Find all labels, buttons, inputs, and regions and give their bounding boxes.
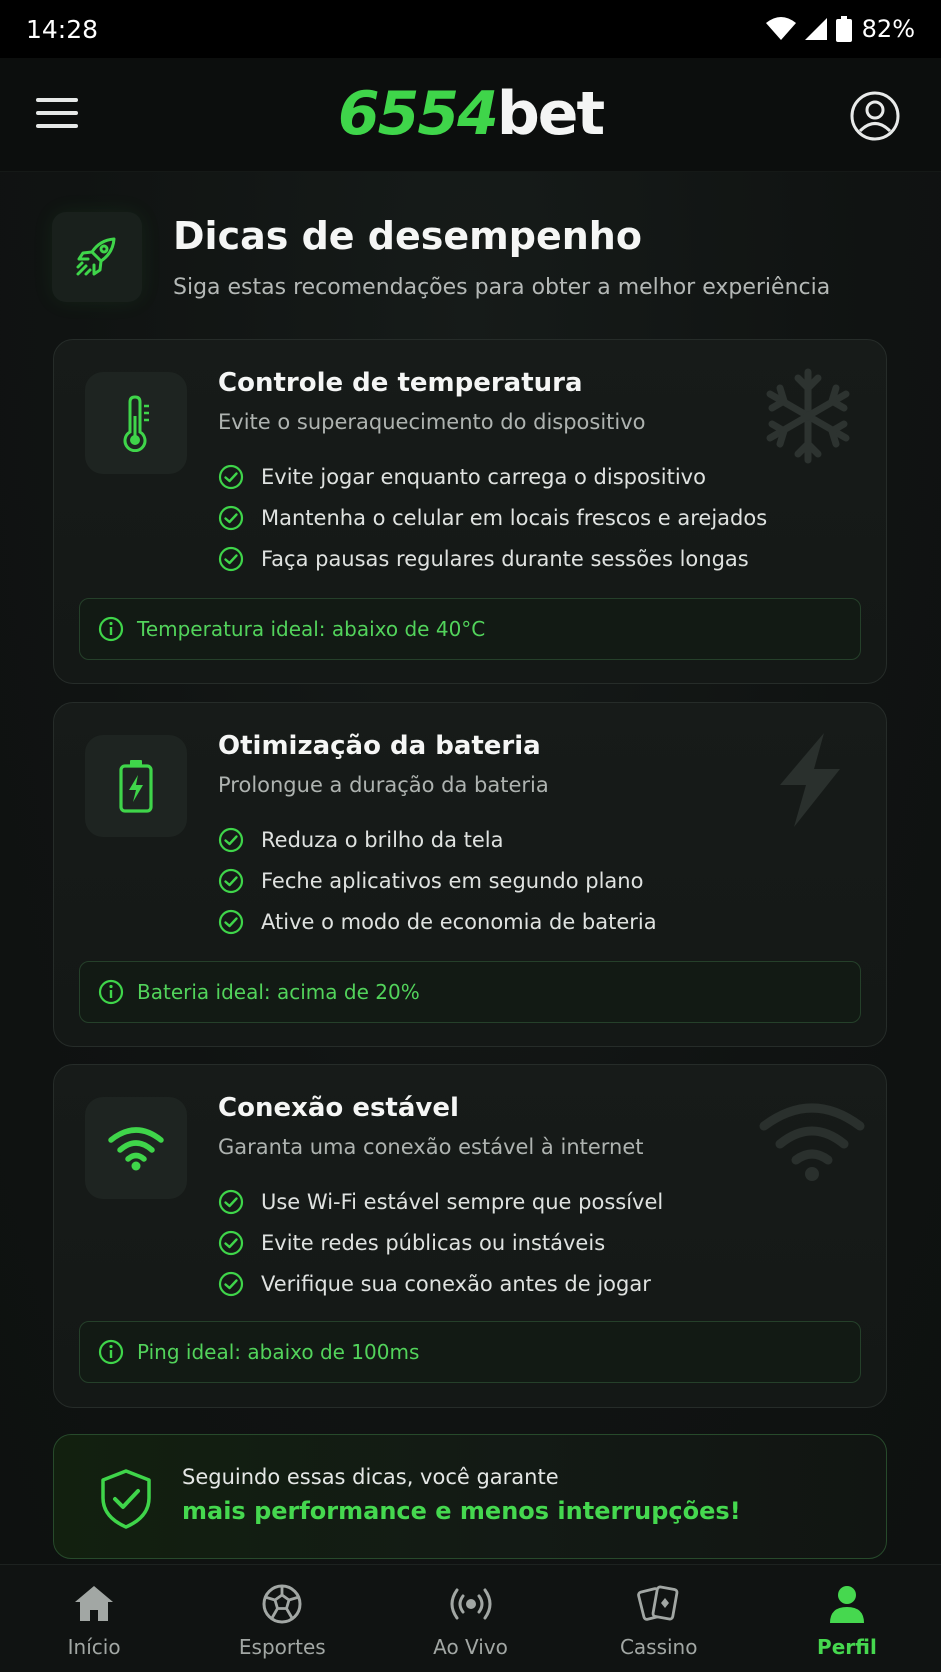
tip-card-battery	[53, 702, 887, 1047]
battery-percent: 82%	[861, 15, 915, 43]
battery-charging-icon	[116, 758, 156, 814]
home-icon	[71, 1581, 117, 1627]
check-circle-icon	[218, 546, 244, 572]
user-icon	[824, 1581, 870, 1627]
main-content	[0, 172, 941, 1564]
check-circle-icon	[218, 1189, 244, 1215]
snowflake-icon	[758, 366, 858, 466]
bottom-nav	[0, 1564, 941, 1672]
ideal-note	[79, 1321, 861, 1383]
nav-label: Perfil	[817, 1635, 877, 1659]
card-subtitle: Garanta uma conexão estável à internet	[218, 1135, 644, 1159]
list-item-text: Use Wi-Fi estável sempre que possível	[261, 1189, 664, 1214]
info-icon	[98, 979, 124, 1005]
playing-cards-icon	[636, 1581, 682, 1627]
card-title: Conexão estável	[218, 1093, 459, 1123]
check-circle-icon	[218, 505, 244, 531]
list-item-text: Ative o modo de economia de bateria	[261, 909, 657, 934]
wifi-signal-decor-icon	[756, 1091, 868, 1191]
check-circle-icon	[218, 827, 244, 853]
status-icons	[766, 15, 915, 43]
list-item-text: Faça pausas regulares durante sessões longas	[261, 546, 749, 571]
info-icon	[98, 1339, 124, 1365]
tips-list	[218, 1181, 663, 1304]
note-text: Ping ideal: abaixo de 100ms	[137, 1340, 420, 1364]
check-circle-icon	[218, 1230, 244, 1256]
app-header	[0, 58, 941, 172]
info-icon	[98, 616, 124, 642]
tips-list	[218, 819, 657, 942]
nav-item-inicio[interactable]	[0, 1565, 188, 1672]
note-text: Bateria ideal: acima de 20%	[137, 980, 420, 1004]
list-item	[218, 497, 767, 538]
nav-label: Início	[67, 1635, 121, 1659]
brand-logo[interactable]	[0, 78, 941, 150]
list-item	[218, 1222, 663, 1263]
list-item	[218, 1263, 663, 1304]
check-circle-icon	[218, 1271, 244, 1297]
list-item	[218, 819, 657, 860]
check-circle-icon	[218, 909, 244, 935]
live-broadcast-icon	[448, 1581, 494, 1627]
list-item-text: Reduza o brilho da tela	[261, 827, 504, 852]
thermometer-icon	[116, 394, 156, 452]
page-subtitle: Siga estas recomendações para obter a melhor experiência	[173, 275, 831, 300]
account-icon[interactable]	[849, 90, 901, 142]
list-item	[218, 538, 767, 579]
nav-label: Esportes	[238, 1635, 326, 1659]
card-title: Otimização da bateria	[218, 731, 541, 761]
wifi-icon	[106, 1124, 166, 1172]
status-time: 14:28	[26, 14, 99, 44]
tip-card-connection	[53, 1064, 887, 1408]
list-item	[218, 860, 657, 901]
battery-icon	[836, 16, 852, 42]
list-item-text: Evite redes públicas ou instáveis	[261, 1230, 606, 1255]
check-circle-icon	[218, 464, 244, 490]
list-item	[218, 456, 767, 497]
logo-word: bet	[496, 79, 604, 149]
soccer-ball-icon	[259, 1581, 305, 1627]
card-icon-box	[85, 372, 187, 474]
logo-number: 6554	[337, 79, 497, 149]
nav-label: Ao Vivo	[433, 1635, 508, 1659]
banner-highlight: mais performance e menos interrupções!	[182, 1497, 741, 1525]
card-icon-box	[85, 735, 187, 837]
wifi-signal-icon	[766, 17, 796, 41]
note-text: Temperatura ideal: abaixo de 40°C	[137, 617, 486, 641]
ideal-note	[79, 961, 861, 1023]
card-icon-box	[85, 1097, 187, 1199]
status-bar	[0, 0, 941, 58]
nav-label: Cassino	[619, 1635, 698, 1659]
list-item-text: Evite jogar enquanto carrega o dispositivo	[261, 464, 706, 489]
nav-item-ao-vivo[interactable]	[376, 1565, 564, 1672]
rocket-icon	[70, 230, 124, 284]
card-title: Controle de temperatura	[218, 368, 583, 398]
tip-card-temperature	[53, 339, 887, 684]
ideal-note	[79, 598, 861, 660]
nav-item-cassino[interactable]	[565, 1565, 753, 1672]
card-subtitle: Prolongue a duração da bateria	[218, 773, 549, 797]
list-item-text: Verifique sua conexão antes de jogar	[261, 1271, 651, 1296]
check-circle-icon	[218, 868, 244, 894]
card-subtitle: Evite o superaquecimento do dispositivo	[218, 410, 646, 434]
page-title: Dicas de desempenho	[173, 214, 642, 258]
banner-text: Seguindo essas dicas, você garante	[182, 1465, 559, 1489]
intro-badge	[52, 212, 142, 302]
cell-signal-icon	[804, 17, 828, 41]
shield-check-icon	[98, 1468, 154, 1530]
nav-item-esportes[interactable]	[188, 1565, 376, 1672]
list-item	[218, 1181, 663, 1222]
performance-banner	[53, 1434, 887, 1559]
lightning-bolt-icon	[758, 729, 858, 829]
list-item	[218, 901, 657, 942]
list-item-text: Mantenha o celular em locais frescos e arejados	[261, 505, 768, 530]
list-item-text: Feche aplicativos em segundo plano	[261, 868, 644, 893]
tips-list	[218, 456, 767, 579]
nav-item-perfil[interactable]	[753, 1565, 941, 1672]
